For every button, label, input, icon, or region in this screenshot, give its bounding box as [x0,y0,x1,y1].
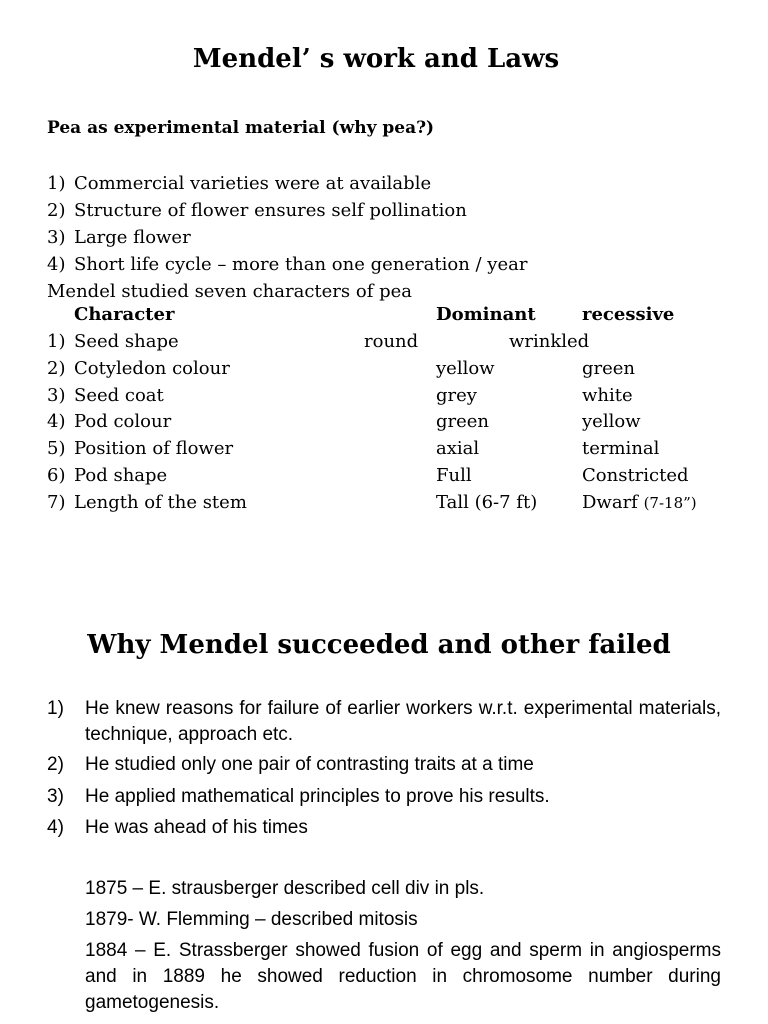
table-row-number: 3) [47,385,66,406]
intro-line: Mendel studied seven characters of pea [47,281,412,302]
table-cell-dominant: grey [436,385,477,406]
table-cell-recessive: yellow [582,411,641,432]
table-cell-character: Seed coat [74,385,164,406]
list-item [47,251,527,278]
table-header-dominant: Dominant [436,304,536,325]
history-entry: 1879- W. Flemming – described mitosis [85,909,418,930]
history-entry: 1875 – E. strausberger described cell div in pls. [85,878,485,899]
list-text: Commercial varieties were at available [74,173,432,194]
table-cell-dominant: yellow [436,358,495,379]
recessive-note: (7-18”) [643,494,697,512]
point-text: He studied only one pair of contrasting traits at a time [85,754,534,775]
list-text: Short life cycle – more than one generation / year [74,254,528,275]
point-text: He was ahead of his times [85,817,308,838]
table-row-number: 7) [47,492,66,513]
table-cell-dominant: round [364,331,419,352]
point-text: He knew reasons for failure of earlier workers w.r.t. experimental materials, technique, approach etc. [85,698,721,745]
point-number: 2) [47,754,64,775]
list-number: 2) [47,200,66,221]
table-cell-dominant: axial [436,438,480,459]
table-cell-dominant: Tall (6-7 ft) [436,492,538,513]
table-cell-character: Position of flower [74,438,234,459]
point-number: 4) [47,817,64,838]
table-header-recessive: recessive [582,304,675,325]
table-cell-recessive: terminal [582,438,660,459]
list-number: 1) [47,173,66,194]
table-row-number: 5) [47,438,66,459]
list-item [47,197,467,224]
section-title: Why Mendel succeeded and other failed [87,630,671,660]
list-number: 4) [47,254,66,275]
point-number: 3) [47,786,64,807]
recessive-value: Dwarf [582,492,638,513]
section-subheading: Pea as experimental material (why pea?) [47,118,435,138]
list-text: Large flower [74,227,191,248]
table-cell-recessive: green [582,358,636,379]
list-item [47,170,431,197]
table-cell-dominant: Full [436,465,472,486]
table-row-number: 6) [47,465,66,486]
page-title: Mendel’ s work and Laws [192,44,560,74]
table-cell-character: Pod colour [74,411,172,432]
table-cell-recessive: wrinkled [509,331,590,352]
table-cell-character: Seed shape [74,331,179,352]
list-text: Structure of flower ensures self pollination [74,200,467,221]
table-cell-character: Cotyledon colour [74,358,230,379]
list-item [47,224,191,251]
table-cell-recessive: Constricted [582,465,689,486]
point-number: 1) [47,698,64,719]
table-row-number: 2) [47,358,66,379]
table-header-character: Character [74,304,175,325]
point-text: He applied mathematical principles to prove his results. [85,786,550,807]
table-cell-character: Length of the stem [74,492,247,513]
table-cell-recessive [582,492,697,513]
table-row-number: 1) [47,331,66,352]
table-cell-dominant: green [436,411,490,432]
table-row-number: 4) [47,411,66,432]
table-cell-character: Pod shape [74,465,168,486]
table-cell-recessive: white [582,385,633,406]
history-entry: 1884 – E. Strassberger showed fusion of egg and sperm in angiosperms and in 1889 he showed reduction in chromosome number during gametogenesis. [85,940,721,1013]
list-number: 3) [47,227,66,248]
